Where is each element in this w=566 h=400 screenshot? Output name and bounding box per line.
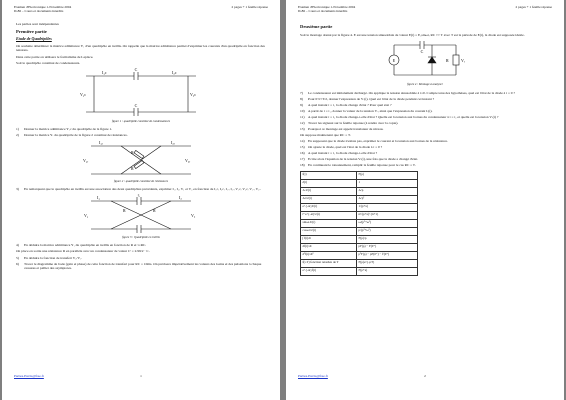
- table-cell-time: f(t): [301, 171, 357, 179]
- fig2-label-r: R: [131, 165, 134, 171]
- paragraph: Dans cette partie on utilisera le formalisme de Laplace.: [16, 54, 94, 59]
- question-item: [300, 145, 550, 150]
- fig4-label-vr: Vᵣ: [461, 58, 465, 63]
- table-row: [301, 195, 418, 203]
- paragraph: On suppose maintenant que RC = T.: [300, 132, 351, 137]
- question-text: A quel instant t = t₁ la diode change-t-elle d'état ?: [308, 151, 378, 155]
- question-list-2: [300, 139, 550, 168]
- paragraph: Soit le quadripôle constitué de condensateurs.: [16, 61, 81, 65]
- question-text: Pourquoi ce montage est appelé translateur de niveau.: [308, 126, 384, 131]
- question-list-1: [300, 91, 550, 132]
- section-title: Etude de Quadripôles: [16, 36, 52, 41]
- question-3: [16, 187, 266, 192]
- fig2-label-i1: I₁ᵣ: [99, 139, 103, 145]
- question-number: 2): [16, 133, 19, 137]
- question-text: Ecrire alors l'équation de la tension Vᵣ(t), une fois que la diode a changé d'état.: [308, 157, 419, 161]
- fig2-label-i2: I₂ᵣ: [171, 139, 175, 145]
- question-text: En continuant le raisonnement, remplir la feuille réponse pour le cas RC = T.: [308, 163, 416, 167]
- question-item: [300, 97, 550, 102]
- paragraph: Soit le montage donné par la figure 4. E est une tension sinusoïdale de valeur E(t) = E₀sinωt, RC >> T avec T est la période de E(t), la diode est supposée idéale.: [300, 32, 525, 37]
- table-cell-time: df(t)/dt: [301, 243, 357, 251]
- fig3-label-v2: V₂: [191, 212, 196, 218]
- question-number: 1): [16, 127, 19, 131]
- question-number: 11): [300, 114, 305, 119]
- figure-1-capacitor-quadripole: [76, 68, 206, 118]
- table-cell-laplace: p²F(p) − pF(0⁺) − f'(0⁺): [357, 251, 418, 259]
- figure-1-caption: figure 1 : quadripôle constitué de condensateurs: [111, 118, 171, 123]
- figure-3-caption: figure 3 : Quadripôle en treillis: [122, 234, 160, 239]
- question-text: A quel instant t = t₁ la diode change d'état ? Pour quel état ?: [308, 102, 392, 107]
- question-number: 16): [300, 151, 305, 155]
- table-row: [301, 243, 418, 251]
- table-cell-laplace: F(p)/p: [357, 235, 418, 243]
- table-cell-time: e^{-at}f(t): [301, 267, 357, 275]
- table-row: [301, 259, 418, 267]
- question-text: Donner la matrice admittance Y₁c du quadripôle de la figure 1.: [24, 127, 113, 131]
- header-left-line1: Examen d'Electronique 1-Novembre 2004: [14, 5, 72, 9]
- page-number: 1: [140, 374, 142, 378]
- question-number: 9): [300, 102, 303, 107]
- table-cell-laplace: 1: [357, 179, 418, 187]
- fig4-label-e: E: [392, 58, 396, 63]
- header-right-line1: 2 pages + 1 feuille réponse: [231, 5, 268, 9]
- page-1-content: [16, 22, 266, 272]
- intro-text: Les parties sont indépendantes: [16, 22, 59, 26]
- table-row: [301, 267, 418, 275]
- question-1: [16, 127, 266, 132]
- question-number: 6): [16, 261, 19, 266]
- table-row: [301, 171, 418, 179]
- figure-4-circuit: [380, 39, 470, 81]
- fig2-label-r: R: [131, 149, 134, 155]
- header-left-line1: Examen d'Electronique 1-Novembre 2004: [298, 5, 356, 9]
- table-cell-time: e^{-at}U(t): [301, 203, 357, 211]
- table-row: [301, 235, 418, 243]
- question-text: Donner la matrice Yᵣ du quadripôle de la figure 2 constitué de résistances.: [24, 133, 128, 137]
- question-text: En déduire la matrice admittance Y₁ du quadripôle en treillis en fonction de R et τ=RC.: [24, 243, 147, 247]
- table-cell-laplace: 1/(p+a): [357, 203, 418, 211]
- fig1-label-v1: V₁c: [80, 91, 87, 97]
- question-text: A partir de t = t₁, donner la valeur de la tension Vᵣ, ainsi que l'expression du courant Iᵣ(t).: [308, 108, 433, 113]
- footer-email-link[interactable]: Parties.Précis@free.fr: [14, 374, 44, 378]
- table-cell-laplace: F(p): [357, 171, 418, 179]
- paragraph: On souhaite déterminer la matrice admittance Y₁ d'un quadripôle en treillis. On rappelle que la matrice admittance permet d'exprimer les courants d'un quadripôle en fonction des tensions.: [16, 43, 265, 52]
- page-footer: [14, 374, 268, 378]
- table-cell-laplace: p/(p²+ω²): [357, 227, 418, 235]
- question-item: [300, 157, 550, 162]
- question-number: 7): [300, 90, 303, 95]
- header-right-line1: 2 pages + 1 feuille réponse: [515, 5, 552, 9]
- part-title: Première partie: [16, 28, 47, 34]
- page-1: [2, 0, 280, 400]
- table-row: [301, 203, 418, 211]
- question-number: 17): [300, 157, 305, 161]
- page-footer: [298, 374, 552, 378]
- question-number: 3): [16, 187, 19, 191]
- table-cell-laplace: ω/(p²+ω²): [357, 219, 418, 227]
- question-number: 12): [300, 120, 305, 125]
- figure-2-resistor-quadripole: [81, 140, 201, 178]
- table-cell-time: f(t-T) fonction retardée de T: [301, 259, 357, 267]
- question-item: [300, 163, 550, 168]
- table-cell-time: ∫ f(t)dt: [301, 235, 357, 243]
- question-text: Le condensateur est initialement déchargé. On applique la tension sinusoïdale à t=0. Compte tenu des hypothèses, quel est l'état de la diode à t = 0 ?: [308, 90, 515, 95]
- paragraph: On place en sortie une résistance R en parallèle avec un condensateur de valeur C' = 2.99/2 · C.: [16, 249, 150, 253]
- table-row: [301, 211, 418, 219]
- fig3-label-r: R: [123, 207, 126, 213]
- table-row: [301, 251, 418, 259]
- table-cell-time: sinωt.U(t): [301, 219, 357, 227]
- fig4-label-c: C: [420, 49, 424, 54]
- table-row: [301, 227, 418, 235]
- figure-4-caption: figure 4 : Montage à analyser: [407, 82, 443, 86]
- fig3-label-v1: V₁: [84, 212, 89, 218]
- fig1-label-i1: I₁c: [102, 69, 107, 75]
- page-2-content: [300, 22, 550, 276]
- page-2: [286, 0, 564, 400]
- figure-2-caption: figure 2 : quadripôle constitué de résistances: [113, 178, 169, 183]
- table-row: [301, 219, 418, 227]
- table-cell-time: d²f(t)/dt²: [301, 251, 357, 259]
- fig2-label-v2: V₂ᵣ: [185, 157, 191, 163]
- table-cell-laplace: A/p: [357, 187, 418, 195]
- question-text: En déduire la fonction de transfert V₂/V₁.: [24, 255, 83, 260]
- question-text: Tracer le diagramme de bode (gain et phase) de cette fonction de transfert pour RC = 10ms. On précisera impérativement les valeurs des Gains et des pulsations à chaque cassures et pallier des asymptotes.: [24, 261, 262, 270]
- question-number: 18): [300, 163, 305, 167]
- fig1-label-i2: I₂c: [172, 69, 177, 75]
- question-text: On ajoute la diode, quel est l'état de la diode à t = 0 ?: [308, 145, 383, 149]
- fig2-label-v1: V₁ᵣ: [83, 157, 89, 163]
- question-number: 14): [300, 139, 305, 143]
- question-text: A quel instant t = t₂ la diode change-t-elle d'état ? Quelle est la tension aux bornes du condensateur à t = t₂ et quelle est la tension Vᵣ(t) ?: [308, 114, 499, 119]
- question-2: [16, 133, 266, 138]
- question-text: En remarquant que le quadripôle en treillis est une association des deux quadripôles précédents, exprimer I₁, I₂, V₁ et V₂ en fonction de I₁c, I₂c, I₁ᵣ, I₂ᵣ, V₁c, V₂c, V₁ᵣ, V₂ᵣ.: [24, 187, 262, 191]
- fig4-label-r: R: [446, 58, 449, 63]
- page-header: [298, 5, 552, 13]
- question-number: 4): [16, 243, 19, 247]
- question-number: 8): [300, 96, 303, 101]
- fig1-label-c: C: [134, 102, 138, 108]
- table-cell-laplace: A/p²: [357, 195, 418, 203]
- table-cell-laplace: pF(p) − F(0⁺): [357, 243, 418, 251]
- fig1-label-v2: V₂c: [190, 91, 197, 97]
- question-item: [300, 103, 550, 108]
- fig3-label-i1: I₁: [97, 194, 100, 200]
- question-4: [16, 243, 266, 248]
- question-5: [16, 256, 266, 261]
- page-number: 2: [424, 374, 426, 378]
- question-item: [300, 91, 550, 96]
- table-cell-time: δ(t): [301, 179, 357, 187]
- question-item: [300, 127, 550, 132]
- footer-email-link[interactable]: Parties.Précis@free.fr: [298, 374, 328, 378]
- figure-3-lattice-quadripole: [81, 194, 201, 234]
- question-number: 10): [300, 108, 305, 113]
- question-text: Tracer les signaux sur la feuille réponse (à rendre avec la copie).: [308, 120, 399, 125]
- question-number: 15): [300, 145, 305, 149]
- question-text: Pour 0<t<T/2, donner l'expression de Vᵣ(t). Quel est l'état de la diode pendant cet instant ?: [308, 96, 435, 101]
- table-cell-time: cosωt.U(t): [301, 227, 357, 235]
- question-number: 5): [16, 255, 19, 260]
- question-number: 13): [300, 126, 305, 131]
- table-cell-time: A.U(t): [301, 187, 357, 195]
- table-row: [301, 187, 418, 195]
- table-cell-time: At.U(t): [301, 195, 357, 203]
- question-item: [300, 139, 550, 144]
- part-title: Deuxième partie: [300, 24, 333, 29]
- table-cell-time: tⁿ e^{-at}U(t): [301, 211, 357, 219]
- header-left-line2: Ib.86 – Cours et documents interdits: [14, 9, 64, 14]
- fig1-label-c: C: [134, 67, 138, 72]
- header-left-line2: Ib.86 – Cours et documents interdits: [298, 9, 348, 14]
- question-item: [300, 115, 550, 120]
- fig3-label-r: R: [153, 207, 156, 213]
- page-header: [14, 5, 268, 13]
- question-text: En supposant que la diode n'existe pas, exprimer le courant et la tension aux bornes de la résistance.: [308, 139, 448, 143]
- table-cell-laplace: F(p+a): [357, 267, 418, 275]
- fig3-label-c: C: [137, 193, 141, 197]
- table-row: [301, 179, 418, 187]
- laplace-transform-table: [300, 171, 418, 276]
- table-cell-laplace: n!/(p+a)^{n+1}: [357, 211, 418, 219]
- question-item: [300, 109, 550, 114]
- question-6: [16, 262, 266, 271]
- fig3-label-i2: I₂: [179, 194, 182, 200]
- question-item: [300, 121, 550, 126]
- question-item: [300, 151, 550, 156]
- table-cell-laplace: F(p)e^{-pT}: [357, 259, 418, 267]
